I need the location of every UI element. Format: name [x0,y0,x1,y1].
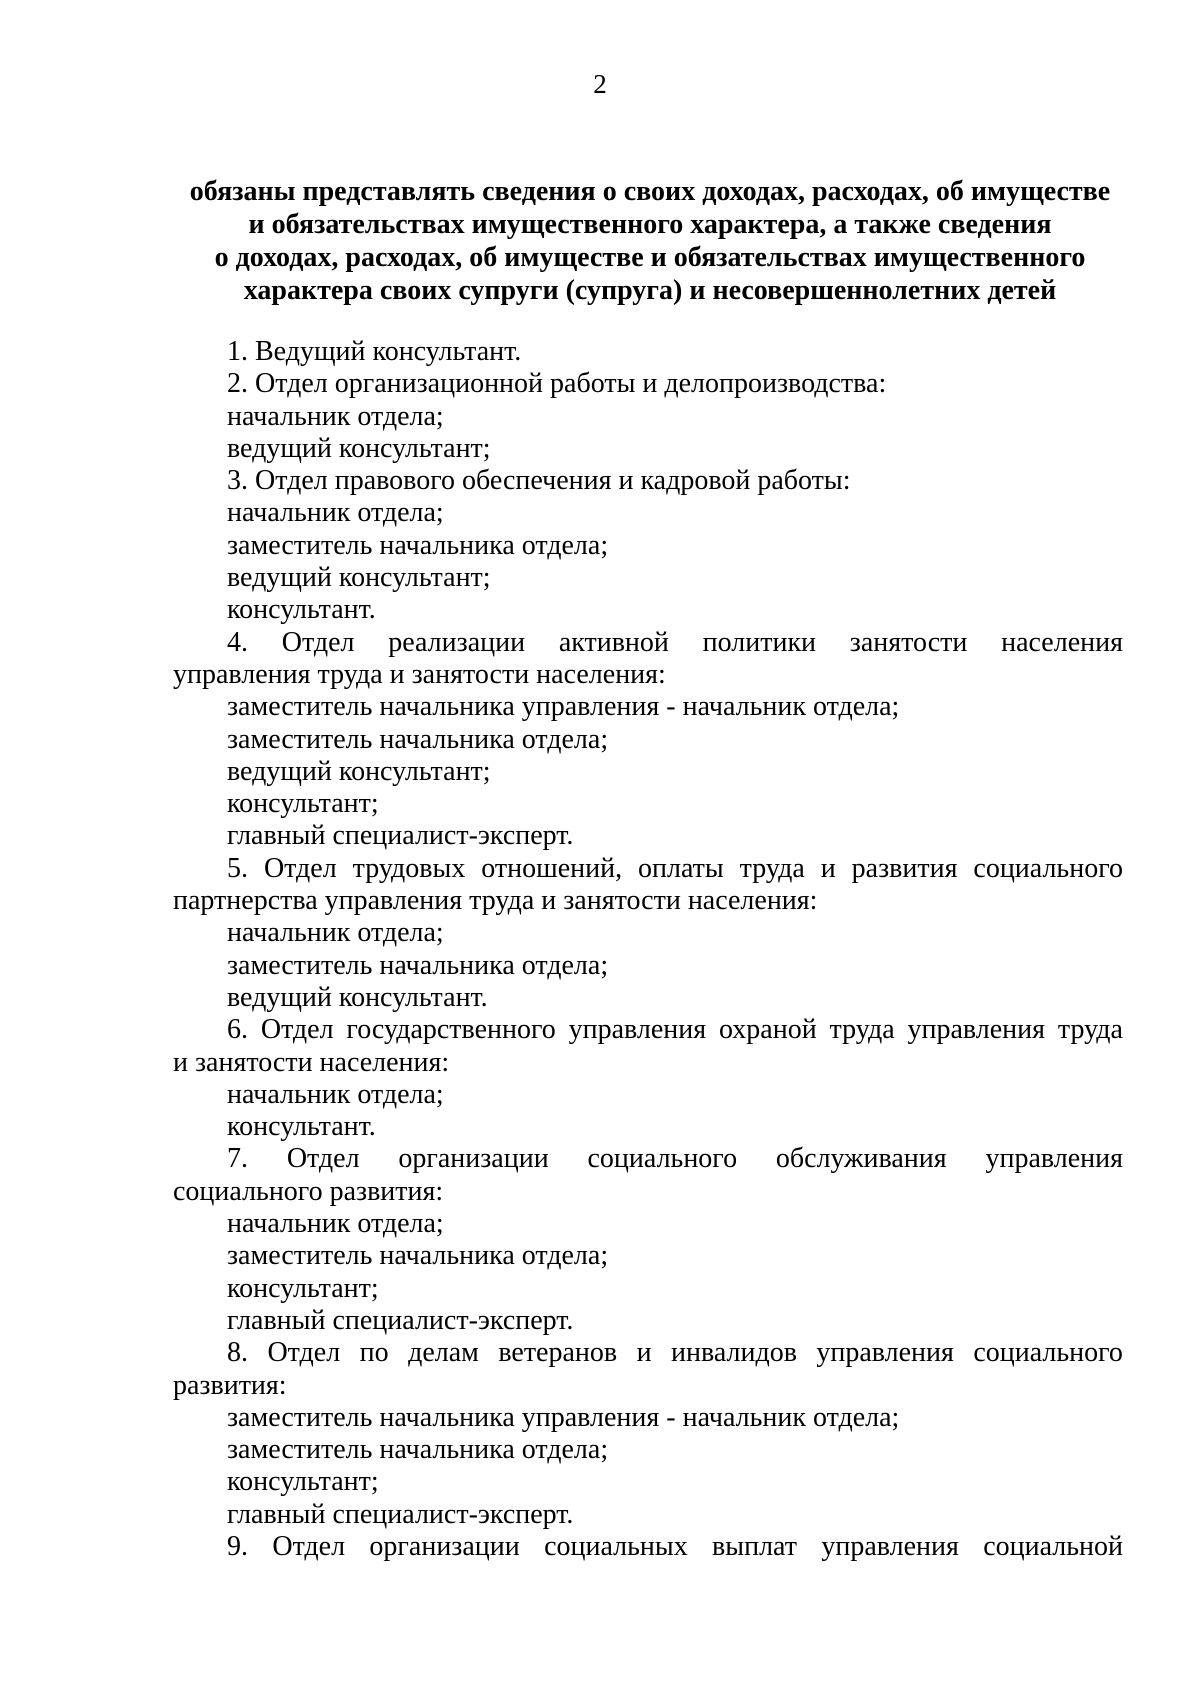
list-item-line: консультант; [227,1466,379,1498]
document-heading [170,175,1130,307]
list-item-line: 2. Отдел организационной работы и делопроизводства: [227,368,887,400]
word: инвалидов [671,1337,797,1369]
list-item-line: ведущий консультант; [227,755,491,787]
list-item-line: заместитель начальника управления - начальник отдела; [227,691,900,723]
list-item-line: начальник отдела; [227,400,444,432]
word: оплаты [638,852,724,884]
heading-line: о доходах, расходах, об имуществе и обязательствах имущественного [214,242,1086,273]
heading-line: обязаны представлять сведения о своих доходах, расходах, об имуществе [189,176,1111,207]
list-item-line: консультант. [227,1111,376,1143]
continuation-line: развития: [173,1369,287,1401]
list-item-line: заместитель начальника отдела; [227,723,609,755]
word: отношений, [481,852,623,884]
word: социального [587,1143,738,1175]
list-item-line: ведущий консультант; [227,562,491,594]
word: Отдел [272,1530,346,1562]
continuation-line: партнерства управления труда и занятости населения: [173,885,818,917]
word: занятости [849,626,968,658]
list-item-line: 3. Отдел правового обеспечения и кадровой работы: [227,465,851,497]
list-item-line [173,1531,1123,1563]
list-item-line [173,1337,1123,1369]
word: управления [821,1530,959,1562]
list-item-line: главный специалист-эксперт. [227,1304,574,1336]
word: делам [408,1337,479,1369]
continuation-line: и занятости населения: [173,1046,450,1078]
word: труда [739,852,805,884]
word: социальной [983,1530,1123,1562]
list-item-line: заместитель начальника отдела; [227,1434,609,1466]
word: организации [369,1530,520,1562]
list-item-line [173,853,1123,885]
list-item-line: заместитель начальника управления - начальник отдела; [227,1401,900,1433]
continuation-line: социального развития: [173,1175,444,1207]
word: Отдел [267,1337,341,1369]
word: Отдел [286,1143,360,1175]
word: Отдел [281,626,355,658]
word: управления [985,1143,1123,1175]
word: политики [702,626,817,658]
word: управления [816,1337,954,1369]
list-item-line: начальник отдела; [227,497,444,529]
word: развития [851,852,958,884]
list-item-line: начальник отдела; [227,1208,444,1240]
word: 6. [227,1014,248,1046]
heading-line: характера своих супруги (супруга) и несовершеннолетних детей [243,275,1057,306]
list-item-line: начальник отдела; [227,917,444,949]
word: социального [973,1337,1123,1369]
word: трудовых [352,852,466,884]
word: 8. [227,1337,248,1369]
word: труда [829,1014,895,1046]
word: социального [973,852,1123,884]
list-item-line [173,627,1123,659]
list-item-line: консультант. [227,594,376,626]
list-item-line: ведущий консультант; [227,432,491,464]
list-item-line: главный специалист-эксперт. [227,820,574,852]
continuation-line: управления труда и занятости населения: [173,658,666,690]
word: реализации [388,626,526,658]
list-item-line: заместитель начальника отдела; [227,949,609,981]
list-item-line: начальник отдела; [227,1078,444,1110]
word: Отдел [263,852,337,884]
word: труда [1057,1014,1123,1046]
word: и [636,1337,652,1369]
word: и [820,852,836,884]
word: населения [1001,626,1123,658]
list-item-line [173,1014,1123,1046]
word: организации [398,1143,549,1175]
word: обслуживания [775,1143,947,1175]
heading-line: и обязательствах имущественного характера, а также сведения [248,209,1052,240]
list-item-line: ведущий консультант. [227,981,488,1013]
word: 7. [227,1143,248,1175]
word: 5. [227,852,248,884]
word: выплат [712,1530,797,1562]
word: 9. [227,1530,248,1562]
word: управления [568,1014,707,1046]
word: активной [558,626,669,658]
list-item-line: заместитель начальника отдела; [227,529,609,561]
word: социальных [544,1530,688,1562]
list-item-line [173,1143,1123,1175]
word: по [359,1337,389,1369]
list-item-line: консультант; [227,1272,379,1304]
list-item-line: 1. Ведущий консультант. [227,336,522,367]
word: ветеранов [498,1337,618,1369]
list-item-line: заместитель начальника отдела; [227,1240,609,1272]
list-item-line: консультант; [227,788,379,820]
page-number: 2 [593,69,607,99]
word: управления [907,1014,1046,1046]
list-item-line: главный специалист-эксперт. [227,1498,574,1530]
word: охраной [718,1014,817,1046]
word: государственного [346,1014,556,1046]
document-body [173,336,1123,1563]
word: 4. [227,626,248,658]
word: Отдел [260,1014,334,1046]
